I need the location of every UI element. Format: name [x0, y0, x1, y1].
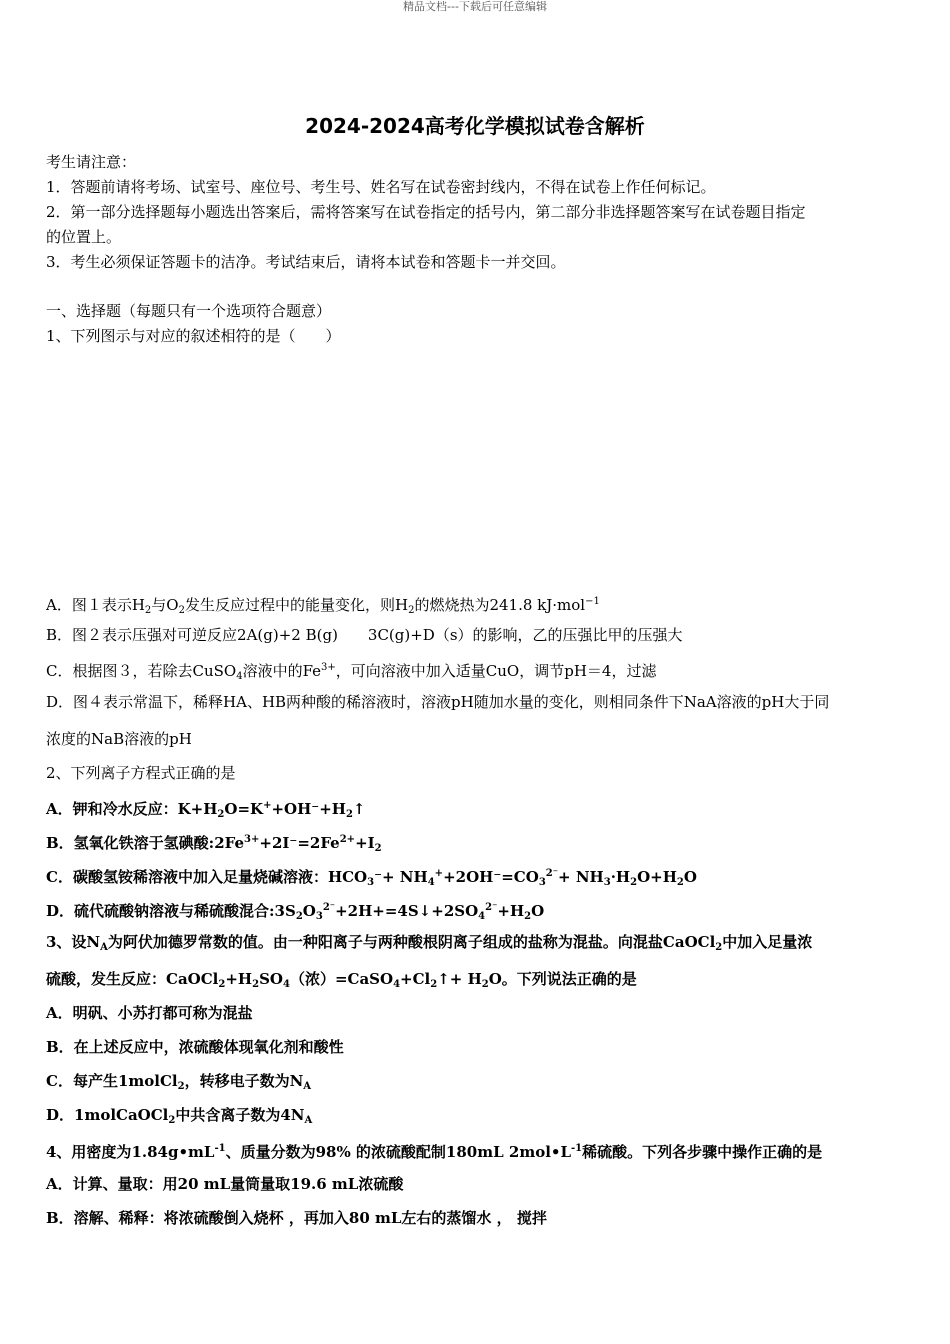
q1-option-c: C．根据图３，若除去CuSO$_4$溶液中的$Fe^{3+}$，可向溶液中加入适量CuO，调节pH＝4，过滤: [46, 662, 657, 682]
q1-figure-area: [46, 352, 906, 577]
page-title: 2024-2024高考化学模拟试卷含解析: [305, 114, 645, 138]
notice-item-2a: 2．第一部分选择题每小题选出答案后，需将答案写在试卷指定的括号内，第二部分非选择题答案写在试卷题目指定: [46, 203, 806, 221]
q1-option-b: B．图２表示压强对可逆反应2A(g)+2 B(g) 3C(g)+D（s）的影响，乙的压强比甲的压强大: [46, 626, 683, 644]
notice-heading: 考生请注意：: [46, 153, 137, 171]
q2-stem: 2、下列离子方程式正确的是: [46, 764, 236, 782]
q1-option-d-line1: D．图４表示常温下，稀释HA、HB两种酸的稀溶液时，溶液pH随加水量的变化，则相同条件下NaA溶液的pH大于同: [46, 693, 830, 711]
q4-option-a: A．计算、量取：用20 mL量筒量取19.6 mL浓硫酸: [46, 1175, 404, 1193]
notice-item-2b: 的位置上。: [46, 228, 122, 246]
section-heading: 一、选择题（每题只有一个选项符合题意）: [46, 302, 332, 320]
q3-option-a: A．明矾、小苏打都可称为混盐: [46, 1004, 253, 1022]
notice-item-3: 3．考生必须保证答题卡的洁净。考试结束后，请将本试卷和答题卡一并交回。: [46, 253, 566, 271]
q3-stem-line1: 3、设$N_A$为阿伏加德罗常数的值。由一种阳离子与两种酸根阴离子组成的盐称为混盐。向混盐CaOCl$_2$中加入足量浓: [46, 933, 813, 953]
q1-option-a: A．图１表示$H_2$与$O_2$发生反应过程中的能量变化，则$H_2$的燃烧热为241.8 kJ·mol$^{-1}$: [46, 596, 600, 616]
header-note: 精品文档---下载后可任意编辑: [403, 0, 547, 13]
q4-option-b: B．溶解、稀释：将浓硫酸倒入烧杯 ，再加入80 mL左右的蒸馏水 ， 搅拌: [46, 1209, 547, 1227]
q2-option-c: C．碳酸氢铵稀溶液中加入足量烧碱溶液：$HCO_3^-+ NH_4^++2OH^-=CO_3^{2^-}+ NH_3\cdot H_2O+H_2O$: [46, 868, 697, 888]
q4-stem: 4、用密度为$1.84g•mL^{-1}$、质量分数为98% 的浓硫酸配制180mL $2mol•L^{-1}$稀硫酸。下列各步骤中操作正确的是: [46, 1143, 823, 1161]
q3-stem-line2: 硫酸，发生反应：$CaOCl_2+H_2SO_4$（浓）$=CaSO_4+Cl_2↑+ H_2O$。下列说法正确的是: [46, 970, 637, 990]
q3-option-b: B．在上述反应中，浓硫酸体现氧化剂和酸性: [46, 1038, 344, 1056]
q1-option-d-line2: 浓度的NaB溶液的pH: [46, 730, 192, 748]
q2-option-d: D．硫代硫酸钠溶液与稀硫酸混合$:3S_2O_3^{2^-}+2H+=4S↓+2SO_4^{2^-}+H_2O$: [46, 902, 545, 922]
q2-option-a: A．钾和冷水反应：$K+H_2O=K^++OH^-+H_2↑$: [46, 800, 366, 820]
q1-stem: 1、下列图示与对应的叙述相符的是（ ）: [46, 327, 341, 345]
q2-option-b: B．氢氧化铁溶于氢碘酸$:2Fe^{3+}+2I^-=2Fe^{2+}+I_2$: [46, 834, 382, 854]
notice-item-1: 1．答题前请将考场、试室号、座位号、考生号、姓名写在试卷密封线内，不得在试卷上作任何标记。: [46, 178, 716, 196]
q3-option-d: D．1molCaOCl$_2$中共含离子数为$4N_A$: [46, 1106, 313, 1126]
q3-option-c: C．每产生1molCl$_2$，转移电子数为$N_A$: [46, 1072, 312, 1092]
